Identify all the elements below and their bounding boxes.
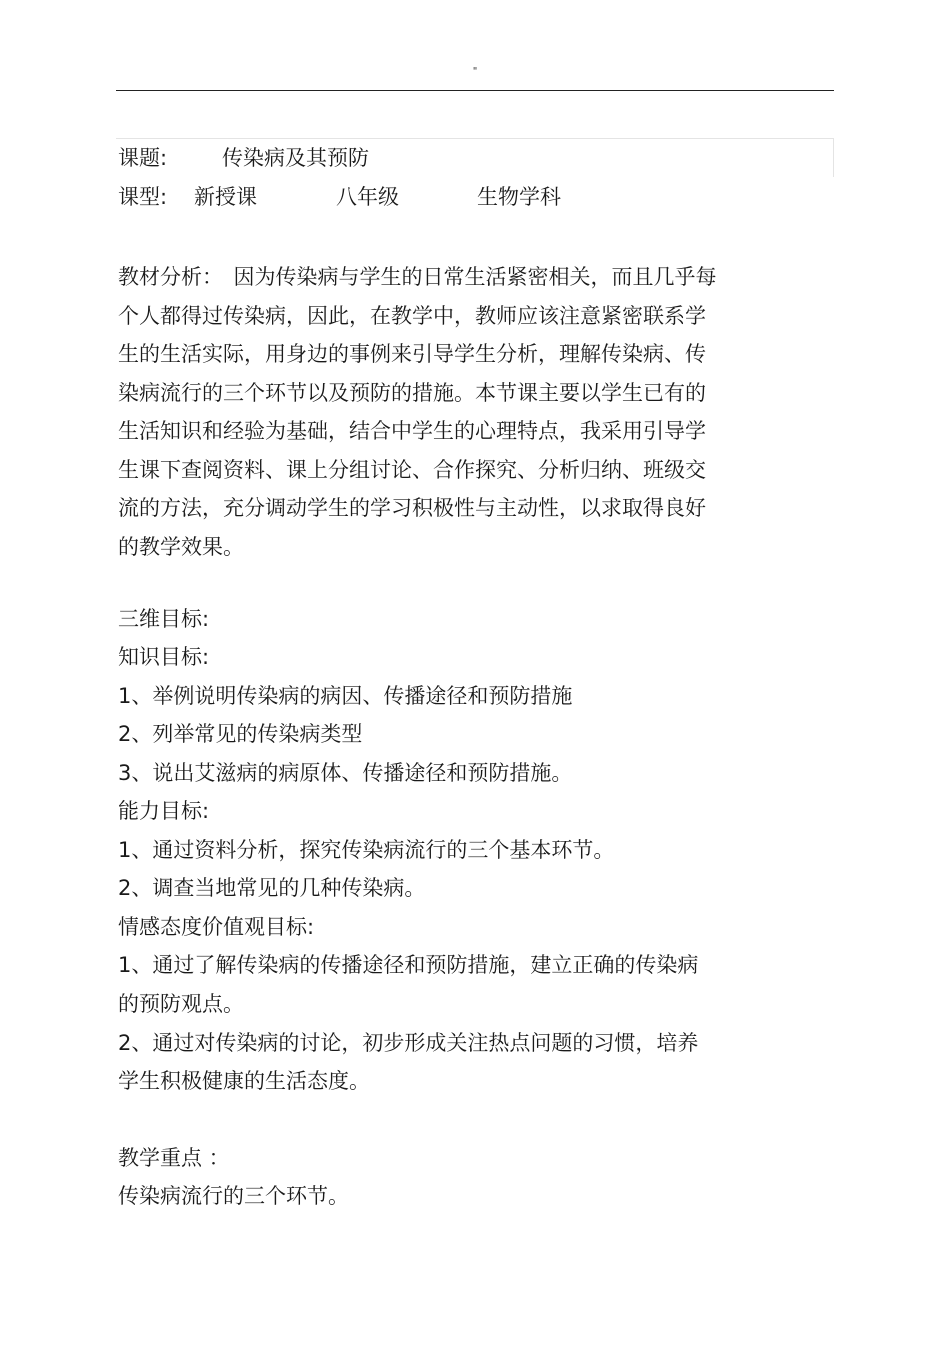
- ability-item: 2、调查当地常见的几种传染病。: [118, 876, 426, 900]
- analysis-line: 流的方法，充分调动学生的学习积极性与主动性，以求取得良好: [118, 496, 706, 520]
- objectives-heading: 三维目标:: [118, 607, 210, 631]
- lesson-type-value: 新授课: [194, 185, 257, 209]
- knowledge-item: 2、列举常见的传染病类型: [118, 722, 363, 746]
- analysis-line: 生课下查阅资料、课上分组讨论、合作探究、分析归纳、班级交: [118, 457, 706, 482]
- header-mark: ": [472, 66, 478, 77]
- analysis-line: 教材分析： 因为传染病与学生的日常生活紧密相关，而且几乎每: [118, 265, 717, 289]
- key-points-content: 传染病流行的三个环节。: [118, 1184, 349, 1208]
- header-rule: [116, 90, 834, 91]
- key-points-heading: 教学重点 ：: [118, 1146, 230, 1170]
- analysis-line: 个人都得过传染病，因此，在教学中，教师应该注意紧密联系学: [118, 303, 706, 328]
- analysis-line: 生的生活实际，用身边的事例来引导学生分析，理解传染病、传: [118, 342, 706, 366]
- analysis-line: 生活知识和经验为基础，结合中学生的心理特点，我采用引导学: [118, 419, 706, 443]
- textbook-analysis-paragraph: [118, 258, 778, 566]
- analysis-line: 的教学效果。: [118, 534, 244, 559]
- knowledge-objectives-heading: 知识目标:: [118, 645, 210, 669]
- lesson-title-value: 传染病及其预防: [222, 146, 369, 170]
- ability-objectives-heading: 能力目标:: [118, 799, 210, 823]
- emotion-item-line: 的预防观点。: [118, 992, 244, 1016]
- knowledge-item: 3、说出艾滋病的病原体、传播途径和预防措施。: [118, 761, 573, 785]
- subject-value: 生物学科: [477, 185, 561, 209]
- emotion-item-line: 学生积极健康的生活态度。: [118, 1069, 370, 1093]
- grade-value: 八年级: [336, 185, 399, 209]
- ability-item: 1、通过资料分析，探究传染病流行的三个基本环节。: [118, 838, 615, 862]
- emotion-objectives-heading: 情感态度价值观目标:: [118, 915, 315, 939]
- knowledge-item: 1、举例说明传染病的病因、传播途径和预防措施: [118, 684, 573, 708]
- lesson-title-label: 课题:: [118, 146, 168, 170]
- emotion-item-line: 2、通过对传染病的讨论，初步形成关注热点问题的习惯，培养: [118, 1031, 699, 1055]
- analysis-line: 染病流行的三个环节以及预防的措施。本节课主要以学生已有的: [118, 380, 706, 405]
- lesson-type-label: 课型:: [118, 185, 168, 209]
- emotion-item-line: 1、通过了解传染病的传播途径和预防措施，建立正确的传染病: [118, 953, 699, 977]
